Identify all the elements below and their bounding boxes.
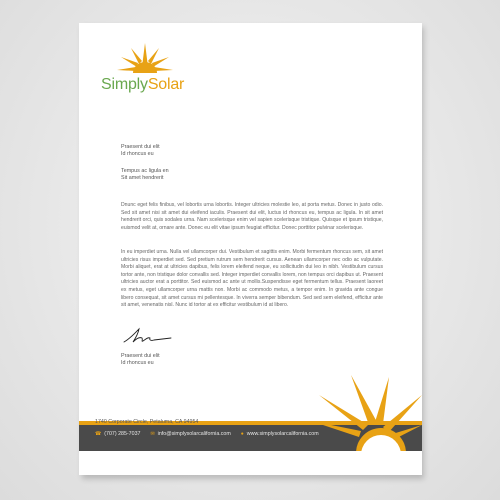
subject-block bbox=[121, 168, 169, 182]
recipient-line-1: Praesent dui elit bbox=[121, 144, 160, 150]
recipient-block bbox=[121, 144, 160, 158]
sunburst-graphic bbox=[311, 375, 422, 451]
recipient-line-2: Id rhoncus eu bbox=[121, 151, 154, 157]
subject-line-1: Tempus ac ligula en bbox=[121, 168, 169, 174]
signature bbox=[121, 326, 173, 346]
subject-line-2: Sit amet hendrerit bbox=[121, 175, 164, 181]
body-paragraph-1: Dnunc eget felis finibus, vel lobortis urna lobortis. Integer ultricies molestie leo, at porta metus. Donec in justo odio. Sed sit amet nisi sit amet dui eleifend iaculis. Praesent dui elit, luctus id rhoncus eu, tempus ac ligula. In sit amet hendrerit orci, quis sodales urna. Nam scelerisque enim vel sapien scelerisque tristique. Quisque et ipsum tristique, euismod velit at, ornare ante. Donec eu elit vitae ipsum feugiat efficitur. Donec porttitor pulvinar scelerisque. bbox=[121, 202, 383, 231]
logo-word-simply: Simply bbox=[101, 76, 148, 93]
footer-email-text: info@simplysolarcalifornia.com bbox=[157, 431, 231, 437]
globe-icon: ● bbox=[240, 431, 244, 437]
footer-website-text: www.simplysolarcalifornia.com bbox=[246, 431, 319, 437]
footer-address: 1740 Corporate Circle, Petaluma, CA 94954 bbox=[95, 419, 199, 425]
footer-contacts bbox=[95, 431, 319, 437]
footer-phone-text: (707) 285-7037 bbox=[104, 431, 141, 437]
logo-word-solar: Solar bbox=[147, 76, 185, 93]
phone-icon: ☎ bbox=[95, 431, 102, 437]
footer-website bbox=[241, 431, 319, 437]
email-icon: ✉ bbox=[150, 431, 155, 437]
signoff-line-1: Praesent dui elit bbox=[121, 353, 160, 359]
footer-email bbox=[150, 431, 230, 437]
signoff-block bbox=[121, 353, 160, 367]
company-logo bbox=[101, 43, 211, 103]
letterhead-page bbox=[79, 23, 422, 475]
body-paragraph-2: In eu imperdiet urna. Nulla vel ullamcorper dui. Vestibulum et sagittis enim. Morbi fermentum rhoncus sem, sit amet ultricies risus imperdiet sed. Sed pretium rutrum sem hendrerit cursus. Aenean ullamcorper nec odio ac vulputate. Morbi aliquet, erat at ultricies dapibus, felis lorem eleifend neque, eu sollicitudin dui leo in nibh. Vestibulum cursus tortor ante, non tristique dolor convallis sed. Integer imperdiet convallis lorem, non tempus orci dapibus ut. Praesent ultricies auctor erat a porttitor. Sed euismod ac ante ut mollis.Suspendisse eget fermentum tellus. Praesent laoreet ex metus, eget ullamcorper urna mattis non. Morbi ac commodo metus, a tempor enim. In gravida ante congue libero consequat, sit amet cursus mi pellentesque. In viverra semper bibendum. Sed sed sem eleifend, efficitur ante sit amet, venenatis nisl. Nunc id tortor at ex efficitur vestibulum id at libero. bbox=[121, 249, 383, 309]
sun-logo-icon bbox=[117, 43, 173, 77]
footer-phone bbox=[95, 431, 140, 437]
signoff-line-2: Id rhoncus eu bbox=[121, 360, 154, 366]
logo-wordmark bbox=[101, 76, 184, 94]
